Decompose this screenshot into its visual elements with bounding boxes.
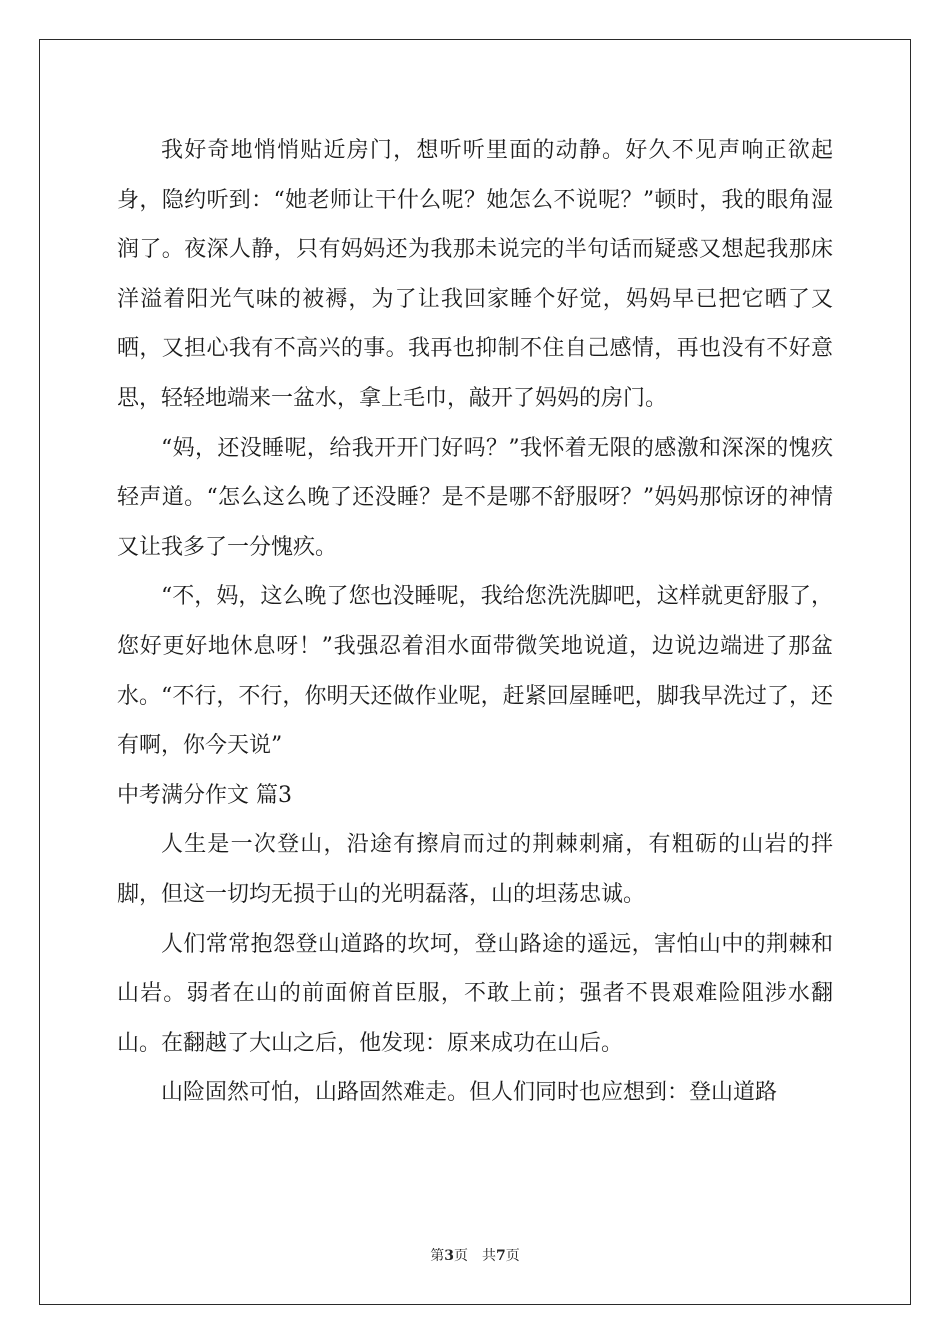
page-label-suffix: 页 — [505, 1248, 520, 1264]
page-footer — [0, 1245, 950, 1265]
section-heading: 中考满分作文 篇3 — [117, 782, 292, 808]
paragraph: 人生是一次登山，沿途有擦肩而过的荆棘刺痛，有粗砺的山岩的拌脚，但这一切均无损于山的光明磊落，山的坦荡忠诚。 — [117, 832, 833, 907]
paragraph: 人们常常抱怨登山道路的坎坷，登山路途的遥远，害怕山中的荆棘和山岩。弱者在山的前面俯首臣服，不敢上前；强者不畏艰难险阻涉水翻山。在翻越了大山之后，他发现：原来成功在山后。 — [117, 931, 833, 1056]
paragraph: 我好奇地悄悄贴近房门，想听听里面的动静。好久不见声响正欲起身，隐约听到：“她老师让干什么呢？她怎么不说呢？”顿时，我的眼角湿润了。夜深人静，只有妈妈还为我那未说完的半句话而疑惑又想起我那床洋溢着阳光气味的被褥，为了让我回家睡个好觉，妈妈早已把它晒了又晒，又担心我有不高兴的事。我再也抑制不住自己感情，再也没有不好意思，轻轻地端来一盆水，拿上毛巾，敲开了妈妈的房门。 — [117, 138, 833, 411]
page-label-mid: 页 共 — [454, 1248, 496, 1264]
paragraph: 山险固然可怕，山路固然难走。但人们同时也应想到：登山道路 — [161, 1080, 778, 1106]
document-body — [117, 126, 833, 1118]
page-label-prefix: 第 — [430, 1248, 445, 1264]
paragraph: “妈，还没睡呢，给我开开门好吗？”我怀着无限的感激和深深的愧疚轻声道。“怎么这么晚了还没睡？是不是哪不舒服呀？”妈妈那惊讶的神情又让我多了一分愧疚。 — [117, 435, 833, 560]
paragraph: “不，妈，这么晚了您也没睡呢，我给您洗洗脚吧，这样就更舒服了，您好更好地休息呀！”我强忍着泪水面带微笑地说道，边说边端进了那盆水。“不行，不行，你明天还做作业呢，赶紧回屋睡吧，脚我早洗过了，还有啊，你今天说” — [117, 584, 833, 759]
page-current-number: 3 — [444, 1248, 454, 1264]
page-total-number: 7 — [496, 1248, 506, 1264]
